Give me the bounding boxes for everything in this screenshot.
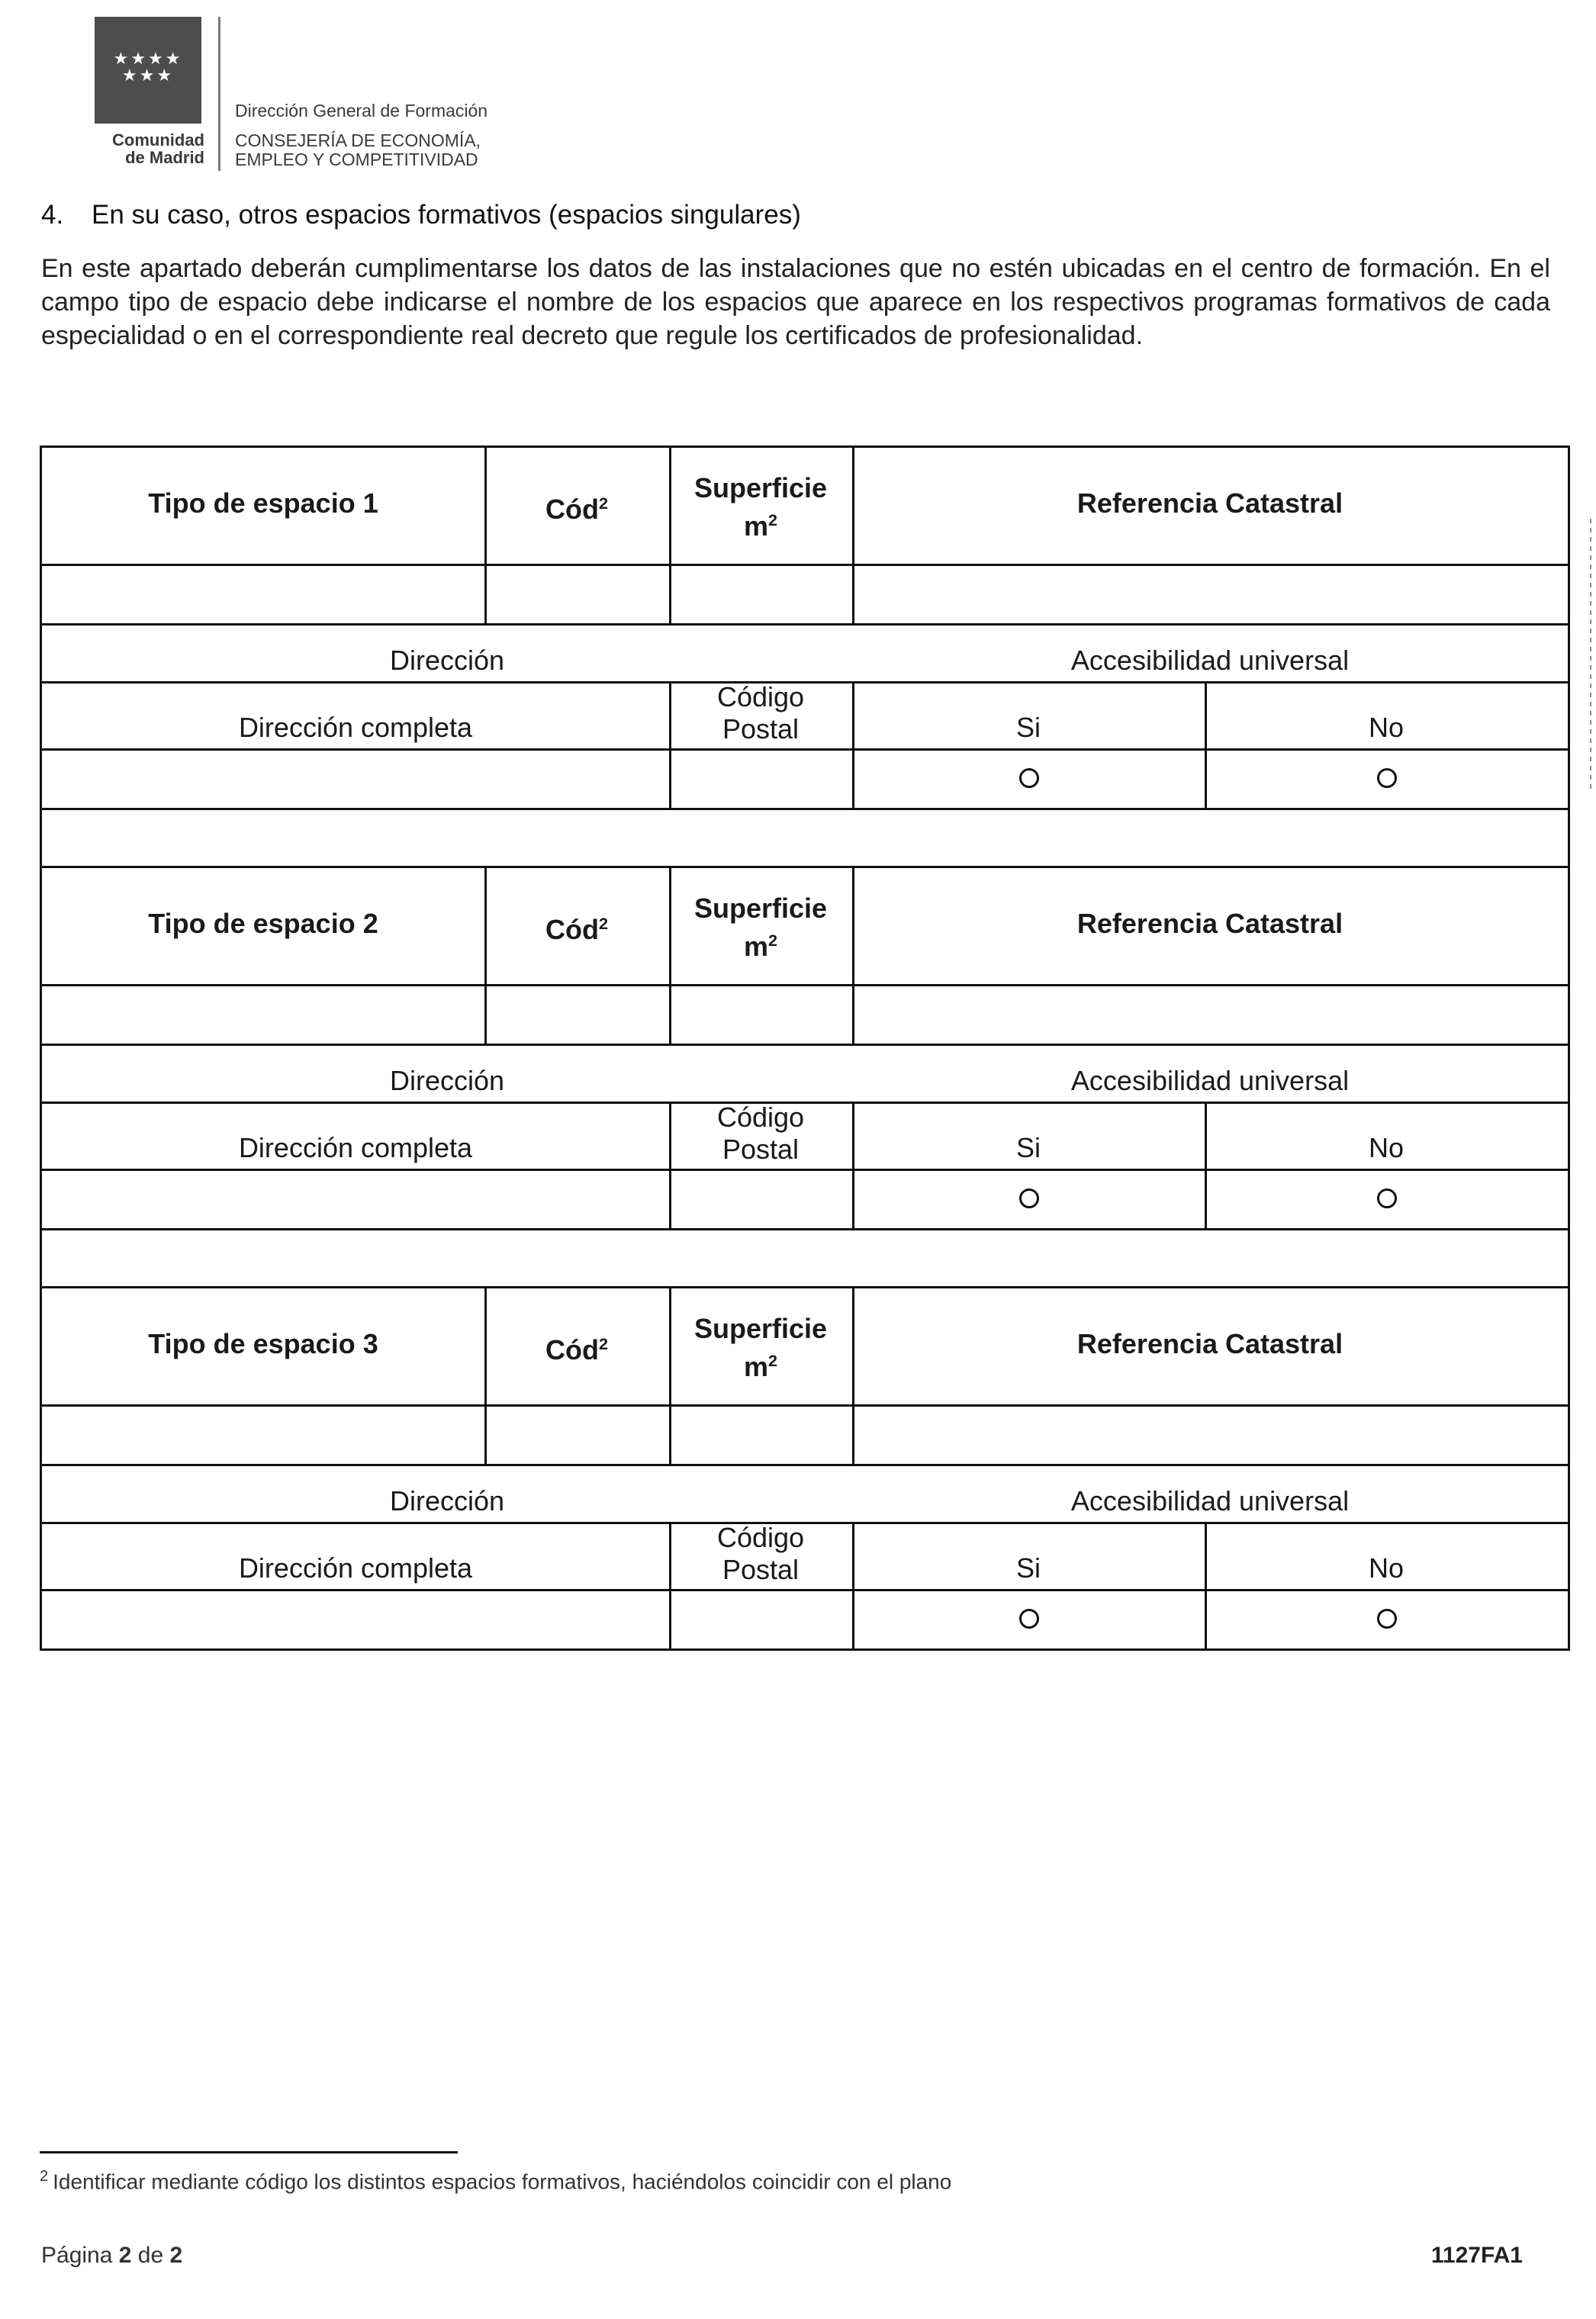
- si-label: Si: [1015, 712, 1041, 743]
- direccion-completa-label: Dirección completa: [238, 1552, 473, 1584]
- table-rule: [852, 868, 854, 1044]
- table-rule: [42, 1286, 1570, 1288]
- referencia-catastral-header: Referencia Catastral: [1076, 1328, 1343, 1359]
- espacios-form-table: [40, 445, 1570, 1651]
- table-rule: [852, 1102, 1570, 1104]
- table-rule: [852, 681, 854, 808]
- si-label: Si: [1015, 1552, 1041, 1584]
- logo-stars-icon: ★★★★ ★★★: [113, 49, 183, 85]
- accesibilidad-si-radio[interactable]: [1019, 768, 1039, 788]
- superficie-header: Superficie $m^2$: [693, 472, 828, 542]
- table-rule: [852, 1102, 854, 1228]
- table-rule: [852, 1522, 1570, 1524]
- footnote-text: Identificar mediante código los distintos espacios formativos, haciéndolos coincidir con el plano: [53, 2169, 952, 2194]
- table-rule: [1205, 1522, 1207, 1648]
- agency-title: Dirección General de Formación: [235, 101, 488, 121]
- codigo-postal-label: Código Postal: [716, 681, 805, 745]
- accesibilidad-label: Accesibilidad universal: [1070, 645, 1350, 676]
- table-rule: [1205, 681, 1207, 808]
- table-rule: [42, 1044, 1570, 1046]
- no-label: No: [1368, 1552, 1405, 1584]
- cod-header: Cód$^2$: [545, 1334, 608, 1365]
- org-name: Comunidad de Madrid: [112, 130, 204, 167]
- referencia-catastral-header: Referencia Catastral: [1076, 487, 1343, 519]
- table-rule: [42, 623, 1570, 626]
- direccion-label: Dirección: [389, 1065, 505, 1096]
- edge-mark: [1590, 519, 1591, 793]
- section-heading: [41, 200, 801, 230]
- table-rule: [484, 1288, 487, 1464]
- table-rule: [42, 564, 1570, 566]
- direccion-label: Dirección: [389, 645, 505, 676]
- cod-header: Cód$^2$: [545, 494, 608, 525]
- table-rule: [42, 1169, 1570, 1171]
- footnote-mark: 2: [40, 2168, 49, 2185]
- table-rule: [42, 1228, 1570, 1230]
- logo-divider: [218, 17, 220, 171]
- table-rule: [42, 808, 1570, 810]
- table-rule: [852, 1288, 854, 1464]
- accesibilidad-si-radio[interactable]: [1019, 1609, 1039, 1629]
- codigo-postal-label: Código Postal: [716, 1102, 805, 1165]
- accesibilidad-label: Accesibilidad universal: [1070, 1065, 1350, 1096]
- no-label: No: [1368, 1132, 1405, 1163]
- direccion-completa-label: Dirección completa: [238, 1132, 473, 1163]
- table-rule: [42, 1589, 1570, 1591]
- direccion-completa-label: Dirección completa: [238, 712, 473, 743]
- accesibilidad-no-radio[interactable]: [1377, 768, 1397, 788]
- accesibilidad-label: Accesibilidad universal: [1070, 1485, 1350, 1517]
- table-rule: [42, 984, 1570, 986]
- table-rule: [852, 1522, 854, 1648]
- table-rule: [852, 448, 854, 623]
- agency-subtitle: CONSEJERÍA DE ECONOMÍA, EMPLEO Y COMPETITIVIDAD: [235, 130, 481, 169]
- footnote-separator: [40, 2151, 458, 2153]
- table-rule: [42, 748, 1570, 751]
- tipo-espacio-header: Tipo de espacio 3: [148, 1328, 378, 1359]
- comunidad-madrid-logo: [95, 17, 201, 124]
- page-number: Página 2 de 2: [41, 2243, 183, 2268]
- table-rule: [484, 868, 487, 1044]
- codigo-postal-label: Código Postal: [716, 1522, 805, 1585]
- table-rule: [1205, 1102, 1207, 1228]
- document-code: 1127FA1: [1430, 2243, 1523, 2268]
- table-rule: [852, 681, 1570, 683]
- referencia-catastral-header: Referencia Catastral: [1076, 908, 1343, 939]
- accesibilidad-si-radio[interactable]: [1019, 1188, 1039, 1208]
- accesibilidad-no-radio[interactable]: [1377, 1609, 1397, 1629]
- superficie-header: Superficie $m^2$: [693, 1313, 828, 1382]
- table-rule: [484, 448, 487, 623]
- tipo-espacio-header: Tipo de espacio 2: [148, 908, 378, 939]
- section-intro: En este apartado deberán cumplimentarse los datos de las instalaciones que no estén ubicadas en el centro de formación. En el campo tipo de espacio debe indicarse el nombre de los espacios que aparece en los respectivos programas formativos de cada especialidad o en el correspondiente real decreto que regule los certificados de profesionalidad.: [41, 254, 1550, 350]
- superficie-header: Superficie $m^2$: [693, 893, 828, 962]
- si-label: Si: [1015, 1132, 1041, 1163]
- tipo-espacio-header: Tipo de espacio 1: [148, 487, 378, 519]
- table-rule: [42, 1404, 1570, 1407]
- accesibilidad-no-radio[interactable]: [1377, 1188, 1397, 1208]
- cod-header: Cód$^2$: [545, 914, 608, 945]
- footnote: [40, 2168, 951, 2194]
- no-label: No: [1368, 712, 1405, 743]
- direccion-label: Dirección: [389, 1485, 505, 1517]
- table-rule: [42, 1464, 1570, 1466]
- section-number: 4.: [41, 200, 64, 230]
- table-rule: [42, 866, 1570, 868]
- table-rule: [42, 1648, 1570, 1651]
- section-title: En su caso, otros espacios formativos (espacios singulares): [92, 200, 801, 230]
